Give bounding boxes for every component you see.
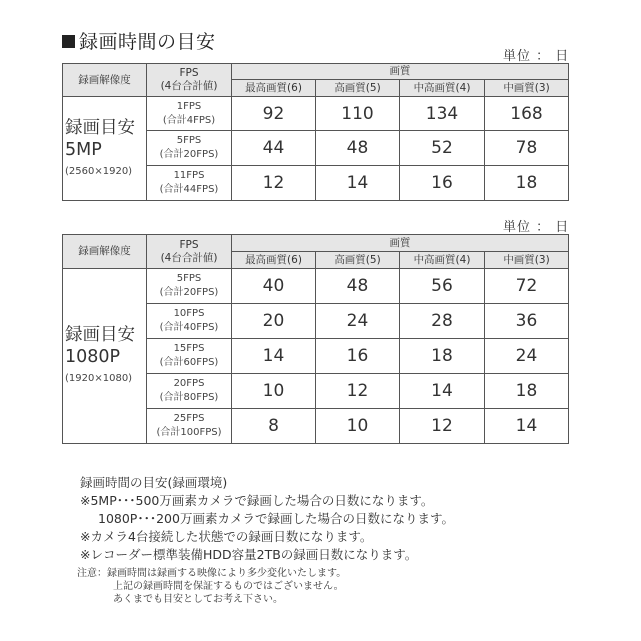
page-title: [62, 27, 216, 54]
value-cell: 48: [316, 131, 400, 166]
header-resolution: 録画解像度: [63, 235, 147, 269]
table-5mp: [62, 63, 569, 201]
value-cell: 18: [400, 339, 485, 374]
value-cell: 168: [485, 97, 569, 131]
table-1080p: [62, 234, 569, 444]
fps-cell: 10FPS (合計40FPS): [147, 304, 232, 339]
header-quality: 中画質(3): [485, 252, 569, 269]
value-cell: 14: [400, 374, 485, 409]
note-line: ※5MP･･･500万画素カメラで録画した場合の日数になります。: [80, 493, 434, 508]
value-cell: 48: [316, 269, 400, 304]
unit-label: 単位 ： 日: [503, 220, 570, 235]
header-quality: 高画質(5): [316, 252, 400, 269]
caution-line: 注意：録画時間は録画する映像により多少変化いたします。: [77, 568, 347, 579]
value-cell: 14: [232, 339, 316, 374]
value-cell: 78: [485, 131, 569, 166]
page-title-text: 録画時間の目安: [79, 31, 216, 53]
note-line: ※レコーダー標準装備HDD容量2TBの録画日数になります。: [80, 547, 418, 562]
fps-cell: 11FPS (合計44FPS): [147, 166, 232, 201]
header-quality: 中高画質(4): [400, 252, 485, 269]
caution-block: [77, 567, 346, 606]
header-quality: 高画質(5): [316, 80, 400, 97]
value-cell: 12: [316, 374, 400, 409]
header-quality-group: 画質: [232, 64, 569, 80]
value-cell: 72: [485, 269, 569, 304]
value-cell: 16: [400, 166, 485, 201]
header-resolution: 録画解像度: [63, 64, 147, 97]
notes-heading: 録画時間の目安(録画環境): [80, 475, 228, 490]
resolution-cell-5mp: 録画目安 5MP (2560×1920): [63, 97, 147, 201]
square-bullet-icon: [62, 35, 75, 48]
value-cell: 18: [485, 166, 569, 201]
caution-line: あくまでも目安としてお考え下さい。: [113, 594, 283, 605]
value-cell: 8: [232, 409, 316, 444]
value-cell: 92: [232, 97, 316, 131]
value-cell: 52: [400, 131, 485, 166]
header-fps: FPS (4台合計値): [147, 64, 232, 97]
value-cell: 10: [232, 374, 316, 409]
value-cell: 14: [316, 166, 400, 201]
value-cell: 24: [316, 304, 400, 339]
value-cell: 10: [316, 409, 400, 444]
value-cell: 44: [232, 131, 316, 166]
note-line: ※カメラ4台接続した状態での録画日数になります。: [80, 529, 373, 544]
value-cell: 24: [485, 339, 569, 374]
value-cell: 18: [485, 374, 569, 409]
header-quality: 中画質(3): [485, 80, 569, 97]
table-row: [63, 269, 569, 304]
value-cell: 56: [400, 269, 485, 304]
resolution-cell-1080p: 録画目安 1080P (1920×1080): [63, 269, 147, 444]
header-quality: 最高画質(6): [232, 80, 316, 97]
fps-cell: 20FPS (合計80FPS): [147, 374, 232, 409]
notes-block: [80, 474, 454, 564]
value-cell: 40: [232, 269, 316, 304]
value-cell: 14: [485, 409, 569, 444]
header-quality: 中高画質(4): [400, 80, 485, 97]
value-cell: 12: [400, 409, 485, 444]
value-cell: 12: [232, 166, 316, 201]
fps-cell: 5FPS (合計20FPS): [147, 131, 232, 166]
fps-cell: 1FPS (合計4FPS): [147, 97, 232, 131]
value-cell: 16: [316, 339, 400, 374]
header-quality-group: 画質: [232, 235, 569, 252]
value-cell: 110: [316, 97, 400, 131]
table-row: [63, 97, 569, 131]
header-fps: FPS (4台合計値): [147, 235, 232, 269]
fps-cell: 25FPS (合計100FPS): [147, 409, 232, 444]
header-quality: 最高画質(6): [232, 252, 316, 269]
note-line: 1080P･･･200万画素カメラで録画した場合の日数になります。: [98, 511, 454, 526]
caution-line: 上記の録画時間を保証するものではございません。: [113, 581, 344, 592]
value-cell: 28: [400, 304, 485, 339]
value-cell: 134: [400, 97, 485, 131]
value-cell: 36: [485, 304, 569, 339]
fps-cell: 15FPS (合計60FPS): [147, 339, 232, 374]
unit-label: 単位 ： 日: [503, 49, 570, 64]
value-cell: 20: [232, 304, 316, 339]
fps-cell: 5FPS (合計20FPS): [147, 269, 232, 304]
